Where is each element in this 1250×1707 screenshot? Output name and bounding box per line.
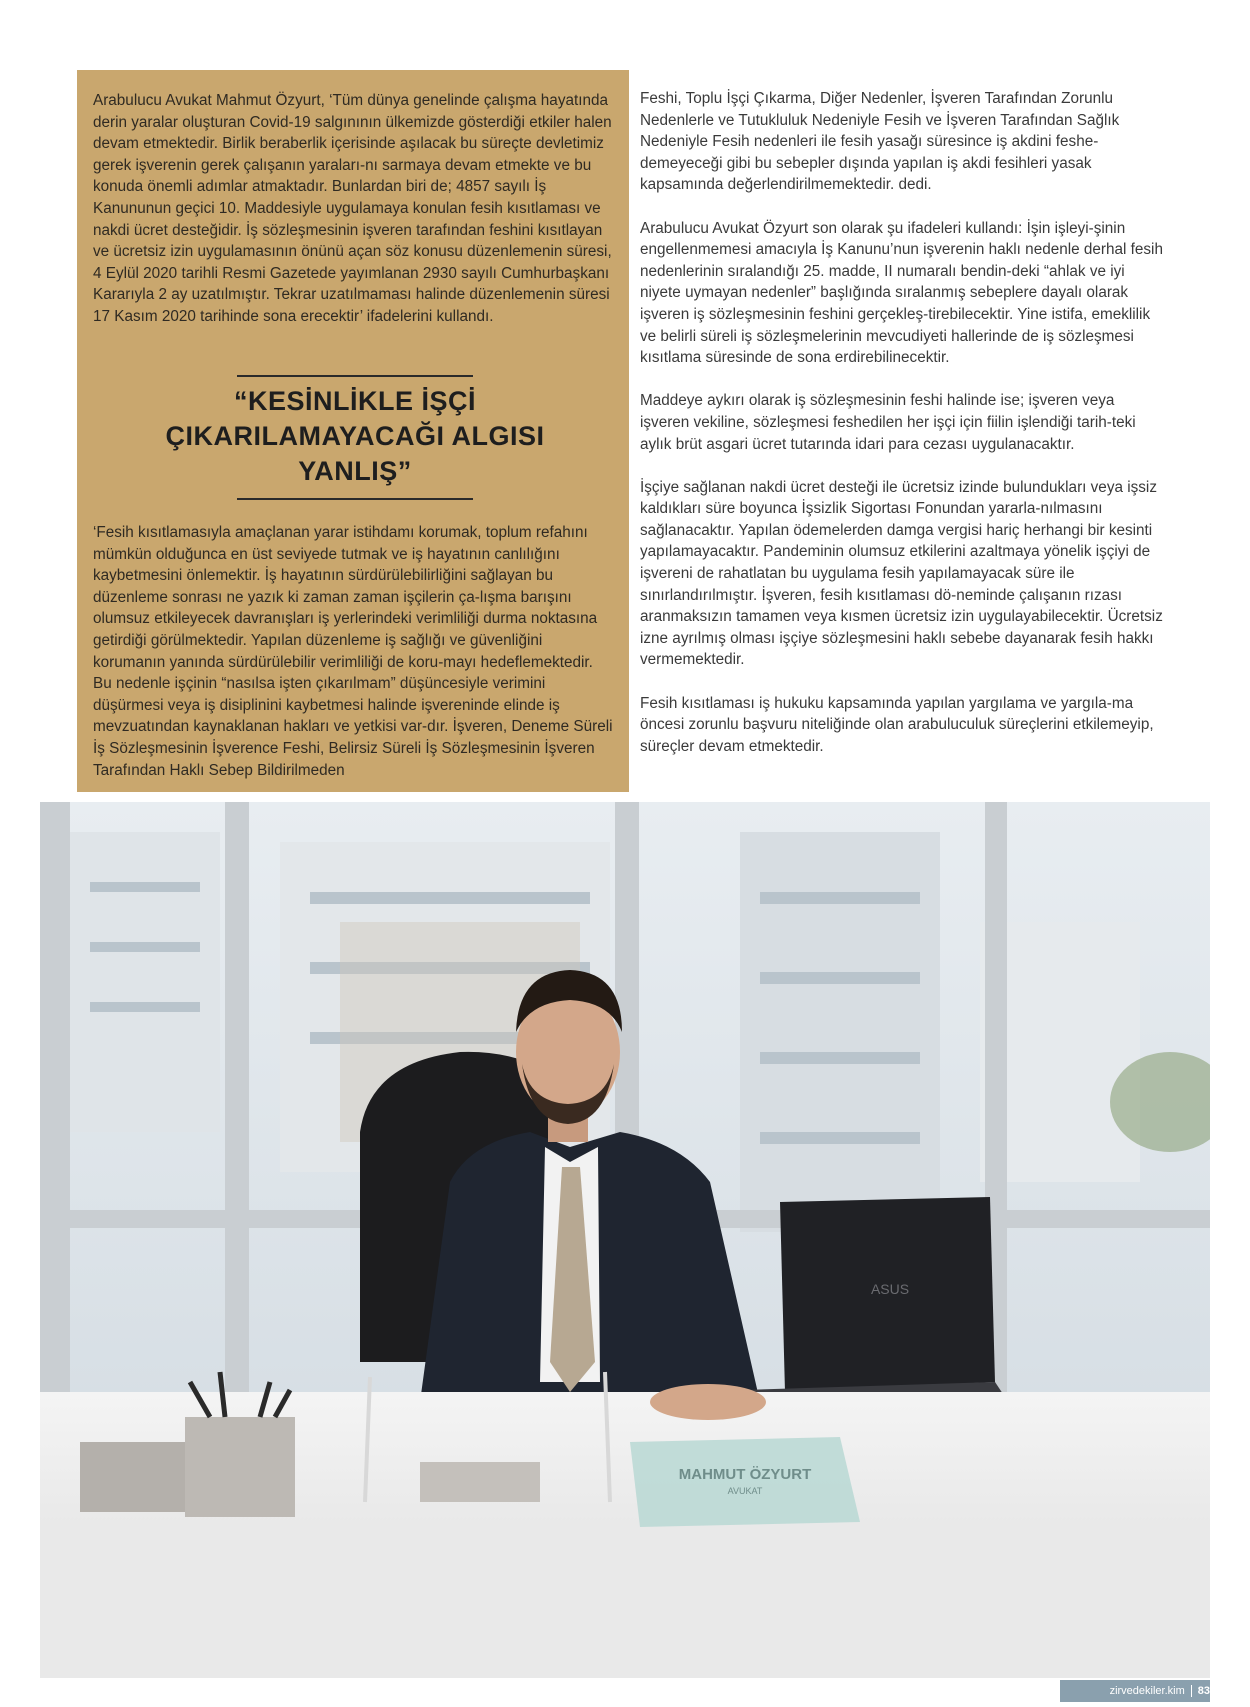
pull-quote: “KESİNLİKLE İŞÇİ ÇIKARILAMAYACAĞI ALGISI YANLIŞ”	[165, 386, 545, 486]
building-left	[70, 832, 220, 1132]
right-paragraph-3: Maddeye aykırı olarak iş sözleşmesinin feshi halinde ise; işveren veya işveren vekiline, sözleşmesi feshedilen her işçi için fiilin işlendiği tarih-teki aylık brüt asgari ücret tutarında idari para cezası uygulanacaktır.	[640, 392, 1136, 453]
right-paragraph-4: İşçiye sağlanan nakdi ücret desteği ile ücretsiz izinde bulundukları veya işsiz kaldıkları süre boyunca İşsizlik Sigortası Fonundan yararla-nılmasını sağlanacaktır. Yapılan ödemelerden damga vergisi hariç herhangi bir kesinti yapılamayacaktır. Pandeminin olumsuz etkilerini azaltmaya yönelik işçiyi de işvereni de rahatlatan bu uygulama fesih yapılamayacak süre ile sınırlandırılmıştır. İşveren, fesih kısıtlaması dö-neminde çalışanın rızası aranmaksızın tamamen veya kısmen ücretsiz izin uygulayabilecektir. Ücretsiz izne ayrılmış olması işçiye sözleşmesini haklı sebebe dayanarak fesih hakkı vermemektedir.	[640, 478, 1163, 669]
right-paragraph-2: Arabulucu Avukat Özyurt son olarak şu ifadeleri kullandı: İşin işleyi-şinin engellenmemesi amacıyla İş Kanunu’nun işverenin haklı nedenle derhal fesih nedenlerinin sıralandığı 25. madde, II numaralı bendin-deki “ahlak ve iyi niyete uymayan nedenler” başlığında sıralanmış sebeplere dayalı olarak işveren iş sözleşmesinin feshini gerçekleş-tirebilecektir. Yine istifa, emeklilik ve belirli süreli iş sözleşmelerinin mevcudiyeti hallerinde de iş sözleşmesi kısıtlama süresinde de sona erdirebilinecektir.	[640, 219, 1163, 367]
card-holder	[420, 1462, 540, 1502]
nameplate-title: AVUKAT	[727, 1486, 763, 1496]
hands	[650, 1384, 766, 1420]
right-paragraph-5: Fesih kısıtlaması iş hukuku kapsamında yapılan yargılama ve yargıla-ma öncesi zorunlu başvuru niteliğinde olan arabuluculuk süreçlerini etkilemeyip, süreçler devam etmektedir.	[640, 694, 1154, 755]
pen-holder	[185, 1417, 295, 1517]
pull-quote-divider-top	[237, 375, 473, 377]
left-paragraph-2-text: ‘Fesih kısıtlamasıyla amaçlanan yarar istihdamı korumak, toplum refahını mümkün olduğunca en üst seviyede tutmak ve iş hayatının canlılığını kaybetmesini önlemektir. İş hayatının sürdürülebilirliğini sağlayan bu düzenleme sonrası ne yazık ki zaman zaman işçilerin ça-lışma barışını olumsuz etkileyecek davranışları iş yerlerindeki verimliliği durma noktasına getirdiği görülmektedir. Yapılan düzenleme iş sağlığı ve güvenliğini korumanın yanında sürdürülebilir verimliliği de koru-mayı hedeflemektedir. Bu nedenle işçinin “nasılsa işten çıkarılmam” düşüncesiyle verimini düşürmesi veya iş disiplinini kaybetmesi halinde işvereninde elinde iş mevzuatından kaynaklanan hakları ve yetkisi var-dır. İşveren, Deneme Süreli İş Sözleşmesinin İşverence Feshi, Belirsiz Süreli İş Sözleşmesinin İşveren Tarafından Haklı Sebep Bildirilmeden	[93, 524, 613, 779]
left-paragraph-1-text: Arabulucu Avukat Mahmut Özyurt, ‘Tüm dünya genelinde çalışma hayatında derin yaralar oluşturan Covid-19 salgınının ülkemizde gösterdiği etkiler halen devam etmektedir. Birlik beraberlik içerisinde aşılacak bu süreçte devletimiz gerek işverenin gerek çalışanın yaraları-nı sarmaya devam etmekte ve bu konuda önemli adımlar atmaktadır. Bunlardan biri de; 4857 sayılı İş Kanununun geçici 10. Maddesiyle uygulamaya konulan fesih kısıtlaması ve nakdi ücret desteğidir. İş sözleşmesinin işveren tarafından feshini kısıtlayan ve ücretsiz izin uygulamasının önünü açan söz konusu düzenlemenin süresi, 4 Eylül 2020 tarihli Resmi Gazetede yayımlanan 2930 sayılı Cumhurbaşkanı Kararıyla 2 ay uzatılmıştır. Tekrar uzatılmaması halinde düzenlemenin süresi 17 Kasım 2020 tarihinde sona erecektir’ ifadelerini kullandı.	[93, 92, 612, 325]
left-paragraph-1	[93, 90, 615, 328]
nameplate-name: MAHMUT ÖZYURT	[678, 1466, 812, 1483]
left-paragraph-2	[93, 522, 615, 781]
photo-illustration	[40, 802, 1210, 1678]
footer-separator	[1191, 1685, 1192, 1697]
right-paragraph-1: Feshi, Toplu İşçi Çıkarma, Diğer Nedenler, İşveren Tarafından Zorunlu Nedenlerle ve Tutukluluk Nedeniyle Fesih ve İşveren Tarafından Sağlık Nedeniyle Fesih nedenleri ile fesih yasağı süresince iş akdini feshe-demeyeceği gibi bu sebepler dışında yapılan iş akdi fesihleri yasak kapsamında değerlendirilmemektedir. dedi.	[640, 90, 1120, 194]
footer-site: zirvedekiler.kim	[1109, 1685, 1185, 1697]
desk-tray	[80, 1442, 190, 1512]
page-number: 83	[1197, 1685, 1210, 1697]
right-column	[640, 88, 1165, 779]
laptop-brand: ASUS	[870, 1281, 910, 1297]
desk-front	[40, 1522, 1210, 1678]
office-portrait-photo	[40, 802, 1210, 1678]
footer	[1110, 1681, 1210, 1701]
pull-quote-divider-bottom	[237, 498, 473, 500]
